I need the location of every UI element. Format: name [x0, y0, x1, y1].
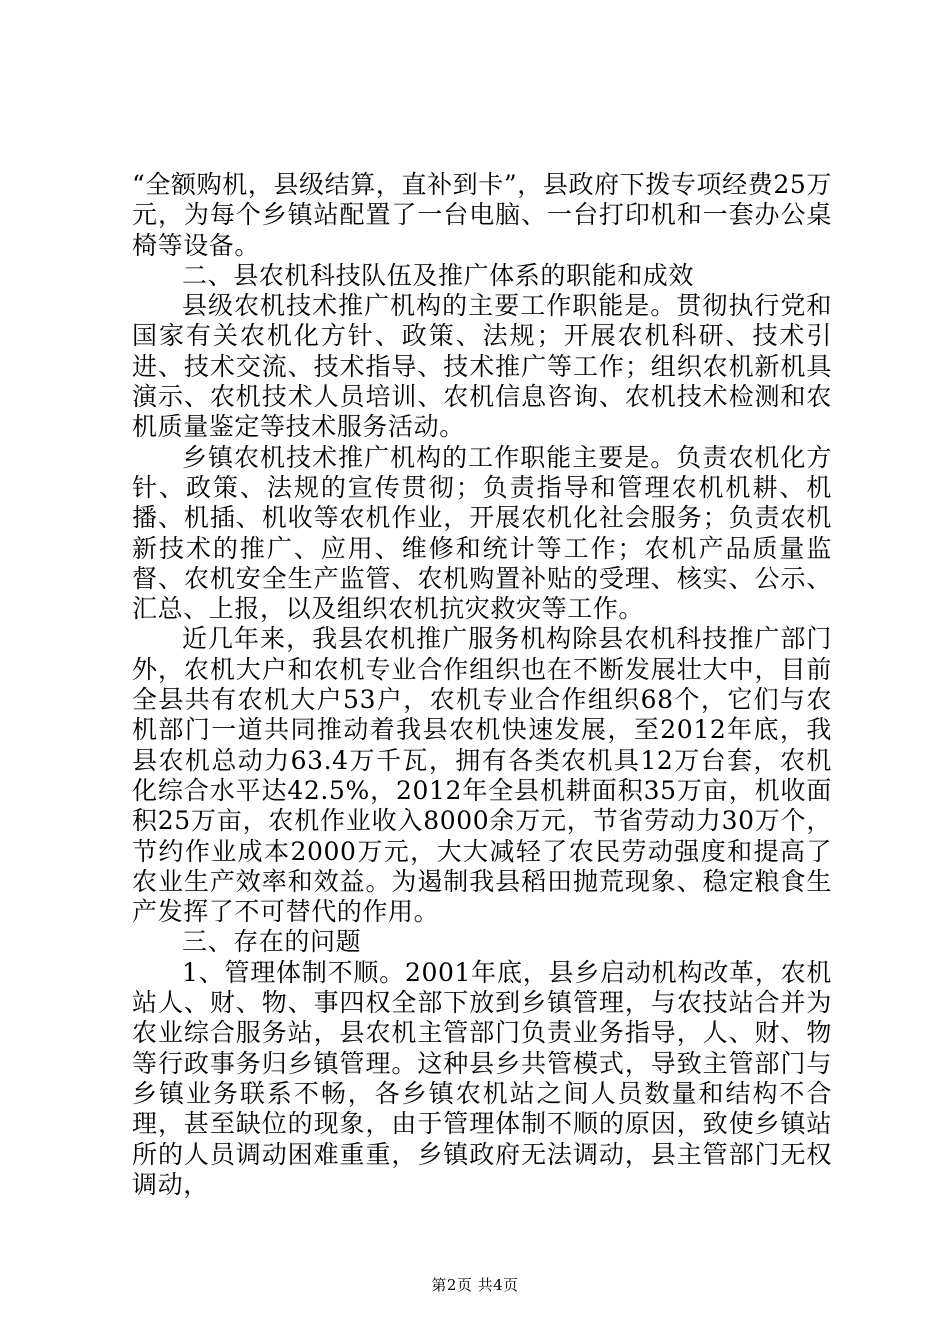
paragraph-4: 近几年来，我县农机推广服务机构除县农机科技推广部门外，农机大户和农机专业合作组织也在不断发展壮大中，目前全县共有农机大户53户，农机专业合作组织68个，它们与农机部门一道共同推动着我县农机快速发展，至2012年底，我县农机总动力63.4万千瓦，拥有各类农机具12万台套，农机化综合水平达42.5%，2012年全县机耕面积35万亩，机收面积25万亩，农机作业收入8000余万元，节省劳动力30万个，节约作业成本2000万元，大大减轻了农民劳动强度和提高了农业生产效率和效益。为遏制我县稻田抛荒现象、稳定粮食生产发挥了不可替代的作用。 [132, 624, 832, 927]
paragraph-5: 1、管理体制不顺。2001年底，县乡启动机构改革，农机站人、财、物、事四权全部下放到乡镇管理，与农技站合并为农业综合服务站，县农机主管部门负责业务指导，人、财、物等行政事务归乡镇管理。这种县乡共管模式，导致主管部门与乡镇业务联系不畅，各乡镇农机站之间人员数量和结构不合理，甚至缺位的现象，由于管理体制不顺的原因，致使乡镇站所的人员调动困难重重，乡镇政府无法调动，县主管部门无权调动， [132, 957, 832, 1199]
page-footer: 第2页 共4页 [431, 1276, 519, 1294]
document-body [132, 170, 832, 1200]
paragraph-2: 县级农机技术推广机构的主要工作职能是。贯彻执行党和国家有关农机化方针、政策、法规；开展农机科研、技术引进、技术交流、技术指导、技术推广等工作；组织农机新机具演示、农机技术人员培训、农机信息咨询、农机技术检测和农机质量鉴定等技术服务活动。 [132, 291, 832, 442]
section-heading-2: 二、县农机科技队伍及推广体系的职能和成效 [182, 260, 695, 290]
section-heading-3: 三、存在的问题 [182, 927, 362, 957]
paragraph-3: 乡镇农机技术推广机构的工作职能主要是。负责农机化方针、政策、法规的宣传贯彻；负责指导和管理农机机耕、机播、机插、机收等农机作业，开展农机化社会服务；负责农机新技术的推广、应用、维修和统计等工作；农机产品质量监督、农机安全生产监管、农机购置补贴的受理、核实、公示、汇总、上报，以及组织农机抗灾救灾等工作。 [132, 442, 832, 624]
paragraph-1: “全额购机，县级结算，直补到卡”，县政府下拨专项经费25万元，为每个乡镇站配置了一台电脑、一台打印机和一套办公桌椅等设备。 [132, 170, 832, 260]
